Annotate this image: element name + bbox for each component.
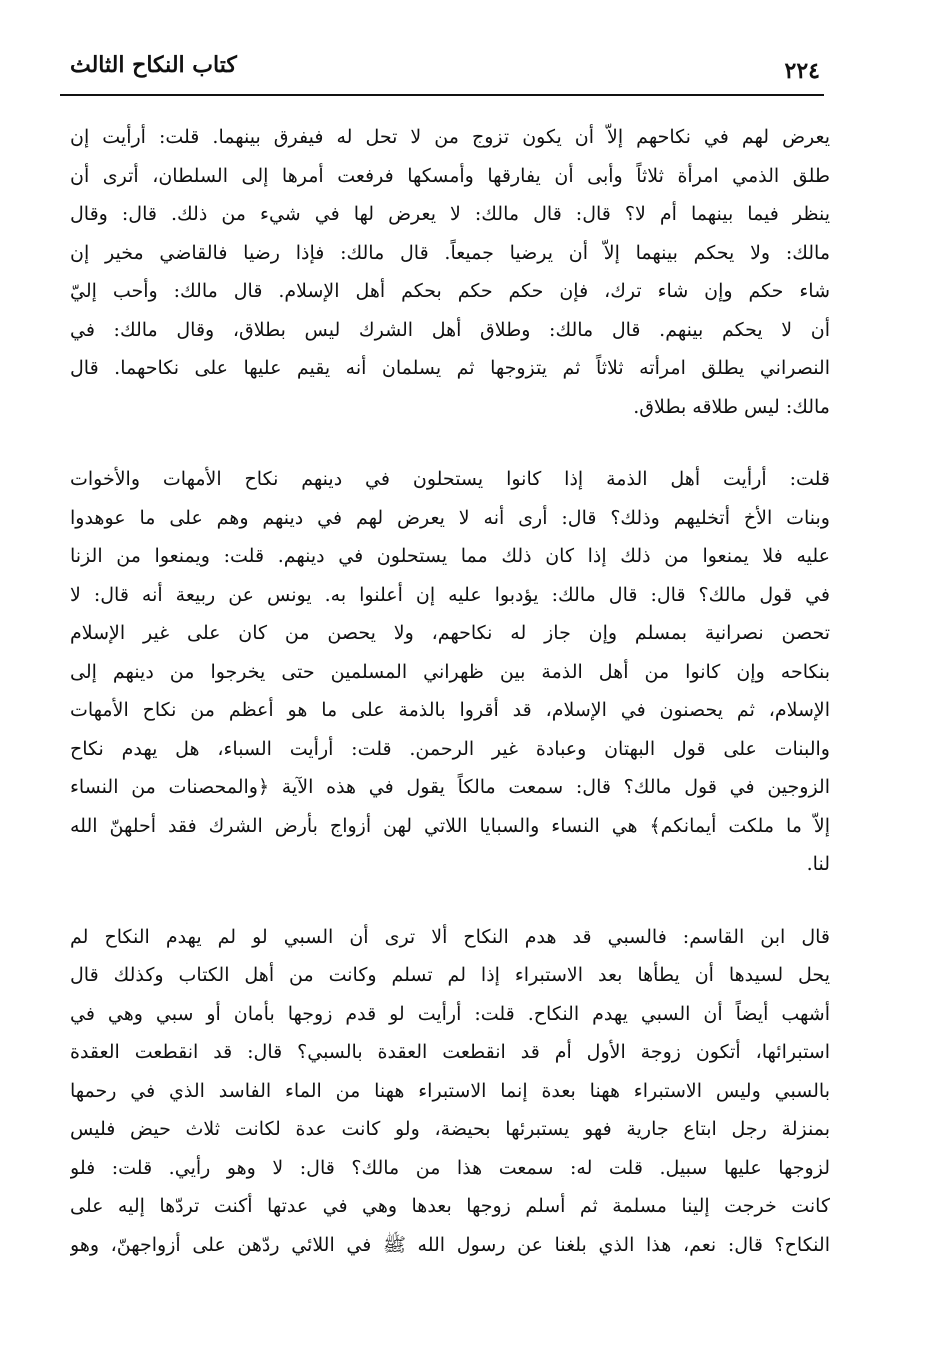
text-line: إلاّ ما ملكت أيمانكم﴾ هي النساء والسبايا اللاتي لهن أزواج بأرض الشرك فقد أحلهنّ الله — [70, 814, 830, 837]
running-title: كتاب النكاح الثالث — [70, 52, 237, 78]
header-rule — [60, 94, 824, 96]
text-line: مالك: ولا يحكم بينهما إلاّ أن يرضيا جميعاً. قال مالك: فإذا رضيا فالقاضي مخير إن — [70, 241, 830, 264]
text-line: بمنزلة رجل ابتاع جارية فهو يستبرئها بحيضة، ولو كانت عدة لكانت ثلاث حيض فليس — [70, 1118, 830, 1140]
text-line: كانت خرجت إلينا مسلمة ثم أسلم زوجها بعدها وهي في عدتها أكنت تردّها إليه على — [70, 1195, 830, 1217]
text-line: ينظر فيما بينهما أم لا؟ قال: قال مالك: لا يعرض لها في شيء من ذلك. قال: وقال — [70, 203, 830, 225]
text-line: عليه فلا يمنعوا من ذلك إذا كان ذلك مما يستحلون في دينهم. قلت: ويمنعوا من الزنا — [70, 545, 830, 567]
text-line: لنا. — [806, 853, 830, 875]
paragraph — [70, 918, 830, 1265]
text-line: بنكاحه وإن كانوا من أهل الذمة بين ظهراني المسلمين حتى يخرجوا من دينهم إلى — [70, 660, 830, 683]
text-line: قلت: أرأيت أهل الذمة إذا كانوا يستحلون في دينهم نكاح الأمهات والأخوات — [70, 468, 830, 490]
text-line: طلق الذمي امرأة ثلاثاً وأبى أن يفارقها وأمسكها فرفعت أمرها إلى السلطان، أترى أن — [70, 164, 830, 187]
text-line: يعرض لهم في نكاحهم إلاّ أن يكون تزوج من لا تحل له فيفرق بينهما. قلت: أرأيت إن — [70, 126, 830, 148]
text-line: يحل لسيدها أن يطأها بعد الاستبراء إذا لم تسلم وكانت من أهل الكتاب وكذلك قال — [70, 964, 830, 986]
body-text — [70, 118, 830, 1298]
text-line: أشهب أيضاً أن السبي يهدم النكاح. قلت: أرأيت لو قدم زوجها بأمان أو سبي وهي في — [70, 1002, 830, 1025]
text-line: شاء حكم وإن شاء ترك، فإن حكم حكم بحكم أهل الإسلام. قال مالك: وأحب إليّ — [70, 280, 830, 302]
text-line: تحصن نصرانية بمسلم وإن جاز له نكاحهم، ولا يحصن من كان على غير الإسلام — [70, 622, 830, 644]
text-line: قال ابن القاسم: فالسبي قد هدم النكاح ألا ترى أن السبي لو لم يهدم النكاح لم — [70, 925, 830, 948]
text-line: أن لا يحكم بينهم. قال مالك: وطلاق أهل الشرك ليس بطلاق، وقال مالك: في — [70, 318, 830, 341]
text-line: الإسلام، ثم يحصنون في الإسلام، قد أقروا بالذمة على ما هو أعظم من نكاح الأمهات — [70, 699, 830, 721]
text-line: في قول مالك؟ قال: قال مالك: يؤدبوا عليه إن أعلنوا به. يونس عن ربيعة أنه قال: لا — [70, 583, 830, 606]
text-line: استبرائها، أتكون زوجة الأول أم قد انقطعت العقدة بالسبي؟ قال: قد انقطعت العقدة — [70, 1041, 830, 1063]
paragraph — [70, 118, 830, 426]
text-line: النصراني يطلق امرأته ثلاثاً ثم يتزوجها ثم يسلمان أنه يقيم عليها على نكاحهما. قال — [70, 357, 830, 379]
text-line: وبنات الأخ أتخليهم وذلك؟ قال: أرى أنه لا يعرض لهم في دينهم وهم على ما عوهدوا — [70, 506, 830, 529]
text-line: لزوجها عليها سبيل. قلت له: سمعت هذا من مالك؟ قال: لا وهو رأيي. قلت: فلو — [70, 1156, 830, 1179]
text-line: والبنات على قول البهتان وعبادة غير الرحمن. قلت: أرأيت السباء، هل يهدم نكاح — [70, 737, 830, 760]
page-header — [68, 52, 820, 94]
text-line: النكاح؟ قال: نعم، هذا الذي بلغنا عن رسول الله ﷺ في اللائي ردّهن على أزواجهنّ، وهو — [70, 1233, 830, 1256]
text-line: الزوجين في قول مالك؟ قال: سمعت مالكاً يقول في هذه الآية ﴿والمحصنات من النساء — [70, 776, 830, 798]
paragraph — [70, 460, 830, 884]
page-number: ٢٢٤ — [784, 58, 820, 84]
text-line: مالك: ليس طلاقه بطلاق. — [633, 395, 830, 418]
text-line: بالسبي وليس الاستبراء ههنا بعدة إنما الاستبراء ههنا من الماء الفاسد الذي في رحمها — [70, 1079, 830, 1102]
